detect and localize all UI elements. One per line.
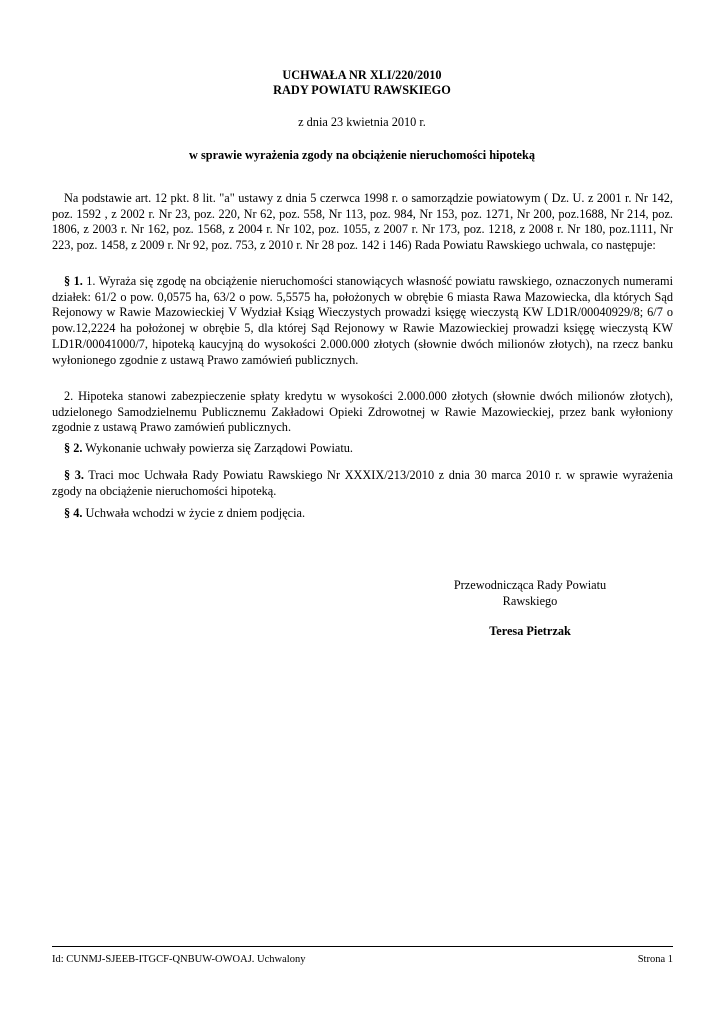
section-3-text: Traci moc Uchwała Rady Powiatu Rawskiego Nr XXXIX/213/2010 z dnia 30 marca 2010 r. w sprawie wyrażenia zgody na obciążenie nieruchomości hipoteką. — [52, 468, 673, 498]
section-4 — [52, 506, 673, 522]
section-4-label: § 4. — [64, 506, 83, 520]
signatory-name: Teresa Pietrzak — [489, 624, 571, 638]
section-3 — [52, 468, 673, 499]
section-3-label: § 3. — [64, 468, 84, 482]
preamble: Na podstawie art. 12 pkt. 8 lit. "a" ustawy z dnia 5 czerwca 1998 r. o samorządzie powiatowym ( Dz. U. z 2001 r. Nr 142, poz. 1592 , z 2002 r. Nr 23, poz. 220, Nr 62, poz. 558, Nr 113, poz. 984, Nr 153, poz. 1271, Nr 200, poz.1688, Nr 214, poz. 1806, z 2003 r. Nr 162, poz. 1568, z 2004 r. Nr 102, poz. 1055, z 2007 r. Nr 173, poz. 1218, z 2008 r. Nr 180, poz.1111, Nr 223, poz. 1458, z 2009 r. Nr 92, poz. 753, z 2010 r. Nr 28 poz. 142 i 146) Rada Powiatu Rawskiego uchwala, co następuje: — [52, 191, 673, 253]
section-2-text: Wykonanie uchwały powierza się Zarządowi Powiatu. — [82, 441, 353, 455]
resolution-number: UCHWAŁA NR XLI/220/2010 — [282, 68, 442, 82]
section-4-text: Uchwała wchodzi w życie z dniem podjęcia. — [82, 506, 306, 520]
document-id: Id: CUNMJ-SJEEB-ITGCF-QNBUW-OWOAJ. Uchwalony — [52, 954, 306, 965]
council-name: RADY POWIATU RAWSKIEGO — [273, 83, 451, 97]
section-1-text: 1. Wyraża się zgodę na obciążenie nieruchomości stanowiących własność powiatu rawskiego, oznaczonych numerami działek: 61/2 o pow. 0,0575 ha, 63/2 o pow. 5,5575 ha, położonych w obrębie 6 miasta Rawa Mazowiecka, dla których Sąd Rejonowy w Rawie Mazowieckiej V Wydział Ksiąg Wieczystych prowadzi księgę wieczystą KW LD1R/00040929/8; 6/7 o pow.12,2224 ha położonej w obrębie 5, dla której Sąd Rejonowy w Rawie Mazowieckiej prowadzi księgę wieczystą KW LD1R/00041000/7, hipoteką kaucyjną do wysokości 2.000.000 złotych (słownie dwóch milionów złotych), na rzecz banku wyłonionego zgodnie z ustawą Prawo zamówień publicznych. — [52, 274, 673, 367]
section-1-label: § 1. — [64, 274, 83, 288]
footer-divider — [52, 946, 673, 947]
signatory-role-line1: Przewodnicząca Rady Powiatu — [453, 578, 607, 592]
section-1-point-2: 2. Hipoteka stanowi zabezpieczenie spłaty kredytu w wysokości 2.000.000 złotych (słownie dwóch milionów złotych), udzielonego Samodzielnemu Publicznemu Zakładowi Opieki Zdrowotnej w Rawie Mazowieckiej, przez bank wyłoniony zgodnie z ustawą Prawo zamówień publicznych. — [52, 389, 673, 435]
section-1 — [52, 274, 673, 368]
page-number: Strona 1 — [637, 954, 673, 965]
resolution-subject: w sprawie wyrażenia zgody na obciążenie nieruchomości hipoteką — [189, 148, 535, 162]
section-2 — [52, 441, 673, 457]
signatory-role-line2: Rawskiego — [502, 594, 558, 608]
resolution-date: z dnia 23 kwietnia 2010 r. — [298, 115, 426, 129]
section-2-label: § 2. — [64, 441, 83, 455]
